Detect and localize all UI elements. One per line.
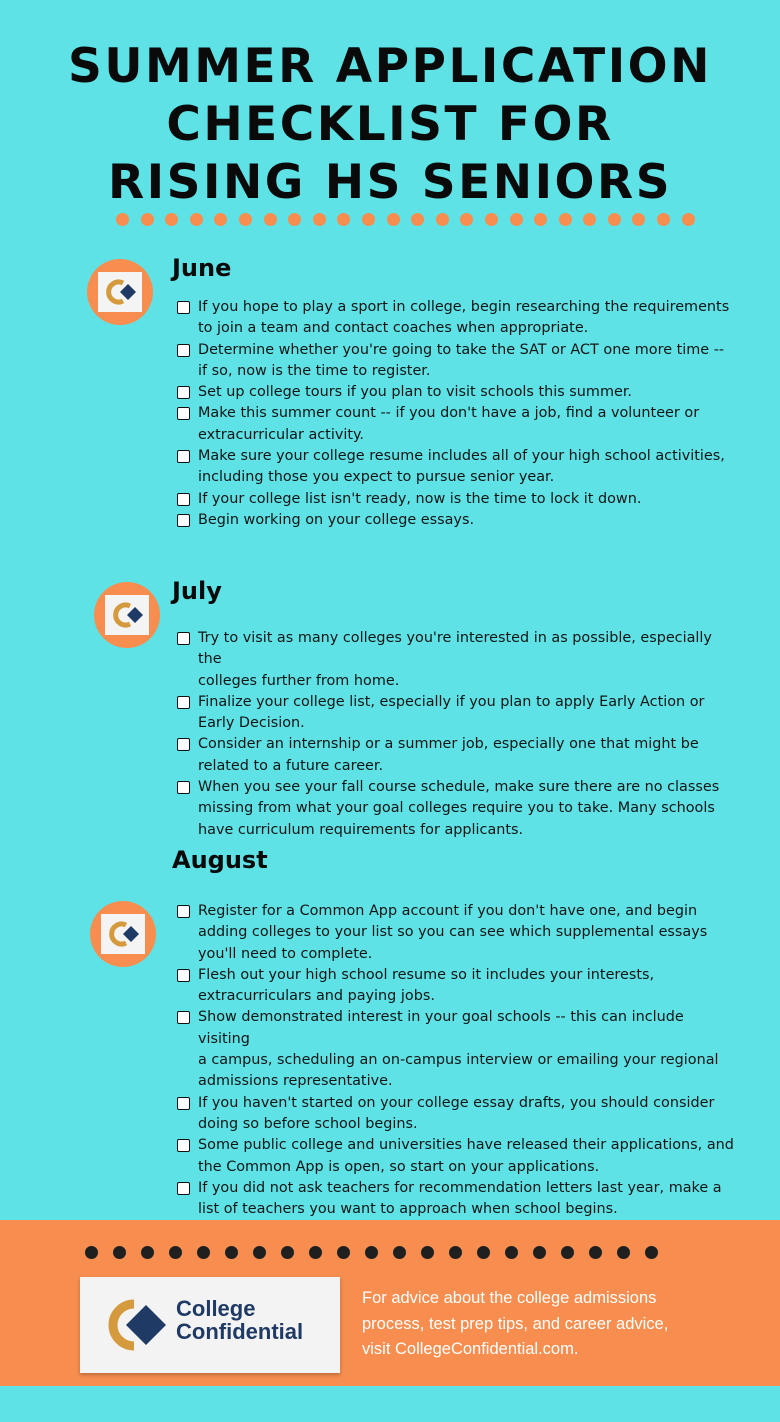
checklist-item — [176, 777, 736, 841]
checklist-item-text: the Common App is open, so start on your applications. — [198, 1158, 600, 1175]
divider-dot — [589, 1246, 602, 1259]
logo-wordmark — [176, 1297, 303, 1343]
checkbox-icon[interactable] — [177, 905, 190, 918]
checkbox-icon[interactable] — [177, 1011, 190, 1024]
divider-dot — [165, 213, 178, 226]
june-checklist — [176, 297, 736, 531]
checkbox-icon[interactable] — [177, 407, 190, 420]
divider-dot — [116, 213, 129, 226]
checklist-item — [176, 489, 736, 510]
title-line-1: SUMMER APPLICATION — [68, 39, 712, 94]
divider-dot — [485, 213, 498, 226]
divider-dot — [264, 213, 277, 226]
checkbox-icon[interactable] — [177, 738, 190, 751]
checklist-item — [176, 446, 736, 489]
divider-dot — [113, 1246, 126, 1259]
dark-dot-divider — [85, 1246, 658, 1259]
divider-dot — [387, 213, 400, 226]
divider-dot — [645, 1246, 658, 1259]
checklist-item — [176, 734, 736, 777]
divider-dot — [141, 1246, 154, 1259]
checklist-item-text: adding colleges to your list so you can see which supplemental essays — [198, 924, 708, 941]
divider-dot — [632, 213, 645, 226]
checklist-item-text: Try to visit as many colleges you're interested in as possible, especially the — [198, 630, 712, 668]
footer-text-line-1: For advice about the college admissions — [362, 1289, 657, 1307]
divider-dot — [313, 213, 326, 226]
checkbox-icon[interactable] — [177, 1097, 190, 1110]
checklist-item-text: Make sure your college resume includes all of your high school activities, — [198, 448, 725, 465]
checklist-item-text: doing so before school begins. — [198, 1115, 418, 1132]
checklist-item-text: If you hope to play a sport in college, begin researching the requirements — [198, 299, 730, 315]
checklist-item-text: admissions representative. — [198, 1073, 393, 1090]
divider-dot — [239, 213, 252, 226]
checklist-item-text: Begin working on your college essays. — [198, 511, 475, 528]
divider-dot — [309, 1246, 322, 1259]
divider-dot — [393, 1246, 406, 1259]
checkbox-icon[interactable] — [177, 696, 190, 709]
divider-dot — [561, 1246, 574, 1259]
logo-line-2: Confidential — [176, 1319, 304, 1344]
checklist-item-text: Flesh out your high school resume so it includes your interests, — [198, 966, 655, 983]
checklist-item-text: you'll need to complete. — [198, 945, 373, 962]
checklist-item-text: Determine whether you're going to take the SAT or ACT one more time -- — [198, 341, 725, 358]
divider-dot — [608, 213, 621, 226]
july-logo-badge — [94, 582, 160, 648]
divider-dot — [362, 213, 375, 226]
checklist-item-text: if so, now is the time to register. — [198, 362, 431, 379]
orange-dot-divider — [116, 213, 695, 226]
checklist-item-text: Show demonstrated interest in your goal schools -- this can include visiting — [198, 1009, 684, 1047]
divider-dot — [337, 213, 350, 226]
divider-dot — [365, 1246, 378, 1259]
divider-dot — [337, 1246, 350, 1259]
checklist-item-text: If your college list isn't ready, now is the time to lock it down. — [198, 490, 642, 507]
checklist-item-text: Set up college tours if you plan to visit schools this summer. — [198, 384, 632, 401]
checklist-item-text: Make this summer count -- if you don't have a job, find a volunteer or — [198, 405, 700, 422]
divider-dot — [214, 213, 227, 226]
divider-dot — [281, 1246, 294, 1259]
checklist-item-text: If you haven't started on your college essay drafts, you should consider — [198, 1094, 715, 1111]
checklist-item — [176, 901, 736, 965]
divider-dot — [505, 1246, 518, 1259]
divider-dot — [477, 1246, 490, 1259]
divider-dot — [617, 1246, 630, 1259]
checklist-item — [176, 628, 736, 692]
divider-dot — [225, 1246, 238, 1259]
checklist-item-text: a campus, scheduling an on-campus interview or emailing your regional — [198, 1052, 719, 1069]
checklist-item — [176, 1178, 736, 1221]
title-line-3: RISING HS SENIORS — [107, 155, 673, 210]
june-heading: June — [172, 254, 232, 282]
divider-dot — [197, 1246, 210, 1259]
logo-mark-icon — [92, 1295, 172, 1355]
checklist-item-text: to join a team and contact coaches when appropriate. — [198, 320, 589, 337]
divider-dot — [460, 213, 473, 226]
page-title — [0, 38, 780, 212]
checklist-item-text: If you did not ask teachers for recommendation letters last year, make a — [198, 1179, 722, 1196]
checkbox-icon[interactable] — [177, 632, 190, 645]
footer-text-line-3: visit CollegeConfidential.com. — [362, 1340, 579, 1358]
divider-dot — [682, 213, 695, 226]
college-confidential-logo-icon — [105, 595, 149, 635]
checklist-item-text: Some public college and universities have released their applications, and — [198, 1137, 734, 1154]
divider-dot — [436, 213, 449, 226]
checklist-item-text: Finalize your college list, especially if you plan to apply Early Action or — [198, 693, 705, 710]
divider-dot — [169, 1246, 182, 1259]
checkbox-icon[interactable] — [177, 493, 190, 506]
divider-dot — [141, 213, 154, 226]
checklist-item — [176, 403, 736, 446]
august-logo-badge — [90, 901, 156, 967]
checklist-item-text: related to a future career. — [198, 757, 384, 774]
divider-dot — [421, 1246, 434, 1259]
college-confidential-logo-icon — [101, 914, 145, 954]
checklist-item — [176, 692, 736, 735]
checklist-item — [176, 510, 736, 531]
checklist-item-text: missing from what your goal colleges require you to take. Many schools — [198, 800, 715, 817]
college-confidential-logo[interactable] — [80, 1277, 340, 1373]
august-heading: August — [172, 846, 268, 874]
divider-dot — [510, 213, 523, 226]
checklist-item — [176, 340, 736, 383]
checklist-item-text: Early Decision. — [198, 715, 305, 732]
divider-dot — [533, 1246, 546, 1259]
divider-dot — [253, 1246, 266, 1259]
divider-dot — [559, 213, 572, 226]
checkbox-icon[interactable] — [177, 450, 190, 463]
title-line-2: CHECKLIST FOR — [166, 97, 614, 152]
checkbox-icon[interactable] — [177, 386, 190, 399]
checklist-item-text: Consider an internship or a summer job, especially one that might be — [198, 736, 699, 753]
divider-dot — [190, 213, 203, 226]
checkbox-icon[interactable] — [177, 301, 190, 314]
divider-dot — [85, 1246, 98, 1259]
checklist-item — [176, 1135, 736, 1178]
checkbox-icon[interactable] — [177, 1139, 190, 1152]
divider-dot — [288, 213, 301, 226]
divider-dot — [583, 213, 596, 226]
checklist-item — [176, 382, 736, 403]
checklist-item-text: When you see your fall course schedule, make sure there are no classes — [198, 779, 720, 796]
divider-dot — [657, 213, 670, 226]
checklist-item — [176, 1007, 736, 1092]
footer-text-line-2: process, test prep tips, and career advice, — [362, 1314, 669, 1333]
checklist-item-text: extracurricular activity. — [198, 426, 365, 443]
divider-dot — [411, 213, 424, 226]
checklist-item — [176, 1093, 736, 1136]
checkbox-icon[interactable] — [177, 514, 190, 527]
checklist-item-text: extracurriculars and paying jobs. — [198, 988, 435, 1005]
checklist-item-text: including those you expect to pursue senior year. — [198, 469, 555, 486]
checklist-item-text: list of teachers you want to approach when school begins. — [198, 1201, 618, 1218]
checkbox-icon[interactable] — [177, 781, 190, 794]
college-confidential-logo-icon — [98, 272, 142, 312]
checkbox-icon[interactable] — [177, 969, 190, 982]
august-checklist — [176, 901, 736, 1220]
checkbox-icon[interactable] — [177, 344, 190, 357]
june-logo-badge — [87, 259, 153, 325]
footer-advice-text — [362, 1286, 732, 1363]
july-checklist — [176, 628, 736, 841]
checklist-item-text: colleges further from home. — [198, 672, 400, 689]
logo-line-1: College — [176, 1296, 256, 1321]
checklist-item — [176, 297, 736, 340]
checkbox-icon[interactable] — [177, 1182, 190, 1195]
divider-dot — [534, 213, 547, 226]
checklist-item — [176, 965, 736, 1008]
checklist-item-text: Register for a Common App account if you don't have one, and begin — [198, 903, 698, 919]
divider-dot — [449, 1246, 462, 1259]
checklist-item-text: have curriculum requirements for applicants. — [198, 821, 524, 838]
july-heading: July — [172, 577, 222, 605]
